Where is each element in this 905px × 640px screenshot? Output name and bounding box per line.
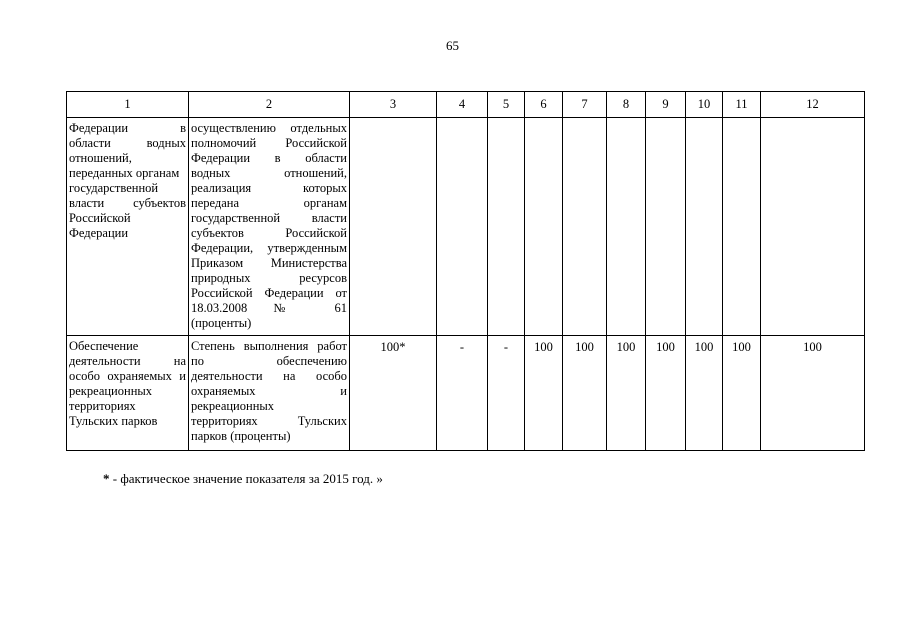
value-cell: 100: [686, 336, 723, 451]
text-line: водных отношений,: [191, 166, 347, 180]
header-cell: 7: [563, 92, 607, 118]
value-cell: 100: [646, 336, 686, 451]
value-cell: [646, 118, 686, 336]
text-line: осуществлению отдельных: [191, 121, 347, 135]
page-number: 65: [446, 38, 459, 53]
text-line: особо охраняемых и: [69, 369, 186, 383]
text-line: переданных органам: [69, 166, 180, 180]
header-row: [67, 92, 865, 118]
text-line: по обеспечению: [191, 354, 347, 368]
text-line: власти субъектов: [69, 196, 186, 210]
value-cell: [686, 118, 723, 336]
text-line: государственной власти: [191, 211, 347, 225]
text-line: Федерации в: [69, 121, 186, 135]
text-line: отношений,: [69, 151, 132, 165]
text-line: (проценты): [191, 316, 252, 330]
value-cell: 100: [723, 336, 761, 451]
header-cell: 10: [686, 92, 723, 118]
text-line: парков (проценты): [191, 429, 291, 443]
value-cell: [563, 118, 607, 336]
value-cell: [761, 118, 865, 336]
text-line: природных ресурсов: [191, 271, 347, 285]
text-line: государственной: [69, 181, 159, 195]
header-cell: 4: [437, 92, 488, 118]
text-line: области водных: [69, 136, 186, 150]
value-cell: [437, 118, 488, 336]
text-line: рекреационных: [69, 384, 153, 398]
text-line: реализация которых: [191, 181, 347, 195]
text-line: передана органам: [191, 196, 347, 210]
footnote: [103, 471, 383, 487]
value-cell: -: [488, 336, 525, 451]
indicator-name-cell: [189, 336, 350, 451]
indicator-name-cell: [189, 118, 350, 336]
text-line: рекреационных: [191, 399, 275, 413]
header-cell: 8: [607, 92, 646, 118]
indicator-table: [66, 91, 865, 451]
text-line: Федерации, утвержденным: [191, 241, 347, 255]
text-line: охраняемых и: [191, 384, 347, 398]
value-cell: 100: [563, 336, 607, 451]
value-cell: 100: [761, 336, 865, 451]
header-cell: 5: [488, 92, 525, 118]
table-row: [67, 336, 865, 451]
header-cell: 12: [761, 92, 865, 118]
value-cell: -: [437, 336, 488, 451]
value-cell: [350, 118, 437, 336]
value-cell: 100*: [350, 336, 437, 451]
text-line: Федерации: [69, 226, 129, 240]
footnote-text: - фактическое значение показателя за 2015 год. »: [109, 471, 383, 486]
header-cell: 6: [525, 92, 563, 118]
text-line: Тульских парков: [69, 414, 158, 428]
header-cell: 3: [350, 92, 437, 118]
header-cell: 9: [646, 92, 686, 118]
text-line: Степень выполнения работ: [191, 339, 347, 353]
text-line: Обеспечение: [69, 339, 139, 353]
text-line: субъектов Российской: [191, 226, 347, 240]
text-line: Федерации в области: [191, 151, 347, 165]
value-cell: [525, 118, 563, 336]
header-cell: 1: [67, 92, 189, 118]
indicator-group-cell: [67, 336, 189, 451]
text-line: полномочий Российской: [191, 136, 347, 150]
text-line: территориях: [69, 399, 136, 413]
value-cell: 100: [525, 336, 563, 451]
table-row: [67, 118, 865, 336]
text-line: Российской Федерации от: [191, 286, 347, 300]
value-cell: [723, 118, 761, 336]
text-line: 18.03.2008 № 61: [191, 301, 347, 315]
header-cell: 2: [189, 92, 350, 118]
value-cell: [488, 118, 525, 336]
text-line: территориях Тульских: [191, 414, 347, 428]
text-line: деятельности на: [69, 354, 186, 368]
value-cell: [607, 118, 646, 336]
indicator-group-cell: [67, 118, 189, 336]
text-line: Российской: [69, 211, 131, 225]
value-cell: 100: [607, 336, 646, 451]
text-line: деятельности на особо: [191, 369, 347, 383]
header-cell: 11: [723, 92, 761, 118]
text-line: Приказом Министерства: [191, 256, 347, 270]
footnote-marker: *: [103, 471, 110, 486]
